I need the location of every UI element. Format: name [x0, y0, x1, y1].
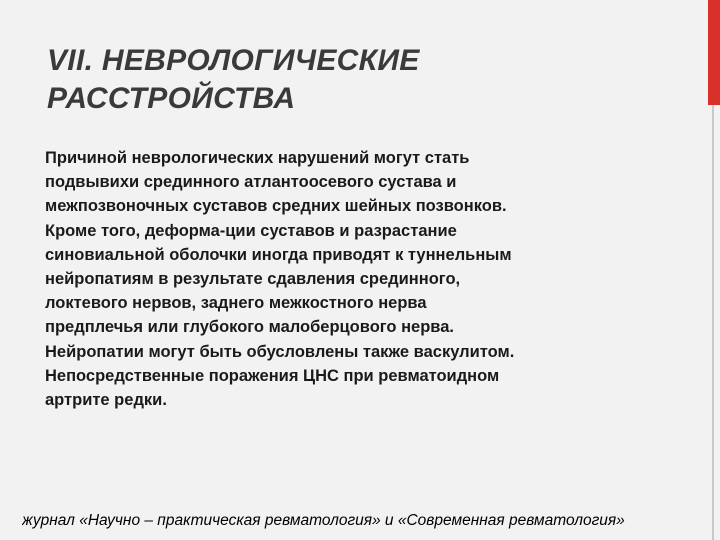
accent-bar	[708, 0, 720, 105]
accent-divider-line	[712, 105, 714, 540]
source-footer: журнал «Научно – практическая ревматология» и «Современная ревматология»	[22, 512, 625, 529]
slide-body-text: Причиной неврологических нарушений могут стать подвывихи срединного атлантоосевого сустава и межпозвоночных суставов средних шейных позвонков. Кроме того, деформа-ции суставов и разрастание синовиальной оболочки иногда приводят к туннельным нейропатиям в результате сдавления срединного, локтевого нервов, заднего межкостного нерва предплечья или глубокого малоберцового нерва. Нейропатии могут быть обусловлены также васкулитом. Непосредственные поражения ЦНС при ревматоидном артрите редки.	[45, 149, 515, 410]
slide-title: VII. НЕВРОЛОГИЧЕСКИЕ РАССТРОЙСТВА	[47, 44, 420, 115]
